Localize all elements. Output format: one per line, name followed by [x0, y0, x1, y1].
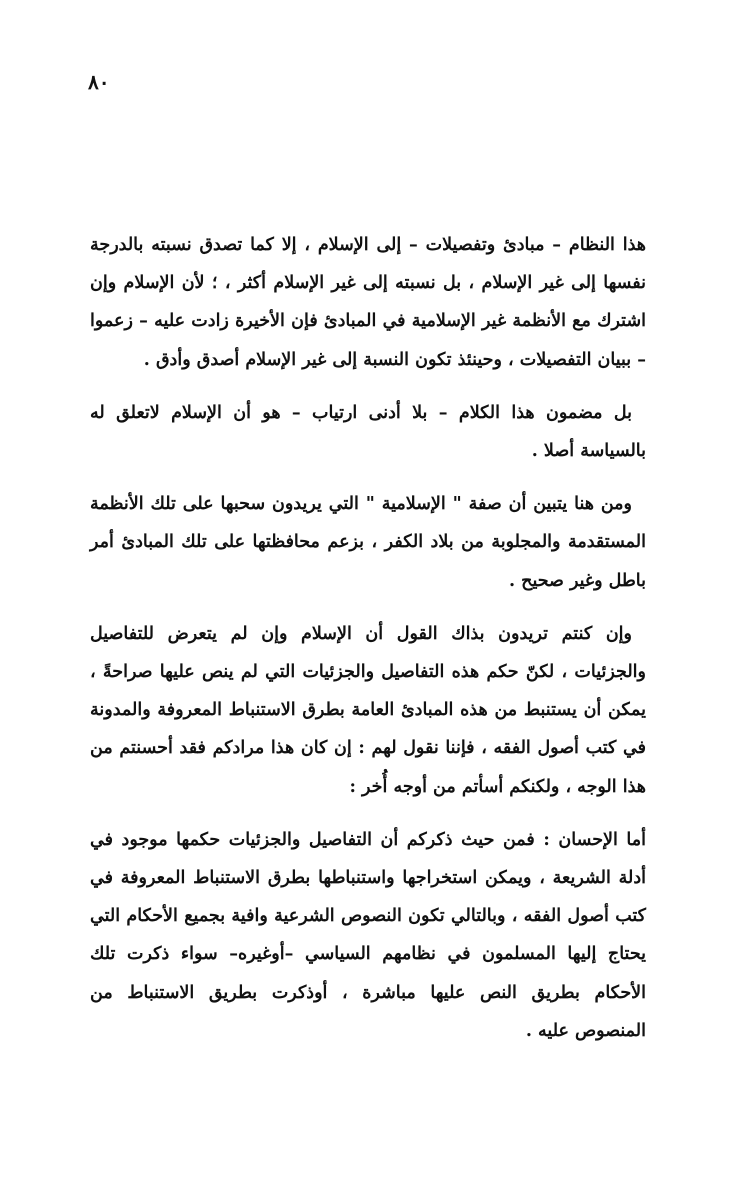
paragraph-2: بل مضمون هذا الكلام – بلا أدنى ارتياب – هو أن الإسلام لاتعلق له بالسياسة أصلا .	[90, 402, 646, 462]
paragraph-3: ومن هنا يتبين أن صفة " الإسلامية " التي يريدون سحبها على تلك الأنظمة المستقدمة والمجلوبة من بلاد الكفر ، بزعم محافظتها على تلك المبادئ أمر باطل وغير صحيح .	[90, 494, 646, 591]
paragraph-4: وإن كنتم تريدون بذاك القول أن الإسلام وإن لم يتعرض للتفاصيل والجزئيات ، لكنّ حكم هذه التفاصيل والجزئيات التي لم ينص عليها صراحةً ، يمكن أن يستنبط من هذه المبادئ العامة بطرق الاستنباط المعروفة والمدونة في كتب أصول الفقه ، فإننا نقول لهم : إن كان هذا مرادكم فقد أحسنتم من هذا الوجه ، ولكنكم أسأتم من أوجه أُخر :	[90, 623, 646, 797]
page-number: ٨٠	[88, 70, 110, 94]
page-body	[90, 226, 646, 1065]
paragraph-5: أما الإحسان : فمن حيث ذكركم أن التفاصيل والجزئيات حكمها موجود في أدلة الشريعة ، ويمكن استخراجها واستنباطها بطرق الاستنباط المعروفة في كتب أصول الفقه ، وبالتالي تكون النصوص الشرعية وافية بجميع الأحكام التي يحتاج إليها المسلمون في نظامهم السياسي –أوغيره– سواء ذكرت تلك الأحكام بطريق النص عليها مباشرة ، أوذكرت بطريق الاستنباط من المنصوص عليه .	[90, 829, 646, 1041]
paragraph-1: هذا النظام – مبادئ وتفصيلات – إلى الإسلام ، إلا كما تصدق نسبته بالدرجة نفسها إلى غير الإسلام ، بل نسبته إلى غير الإسلام أكثر ، ؛ لأن الإسلام وإن اشترك مع الأنظمة غير الإسلامية في المبادئ فإن الأخيرة زادت عليه – زعموا – ببيان التفصيلات ، وحينئذ تكون النسبة إلى غير الإسلام أصدق وأدق .	[90, 235, 646, 370]
